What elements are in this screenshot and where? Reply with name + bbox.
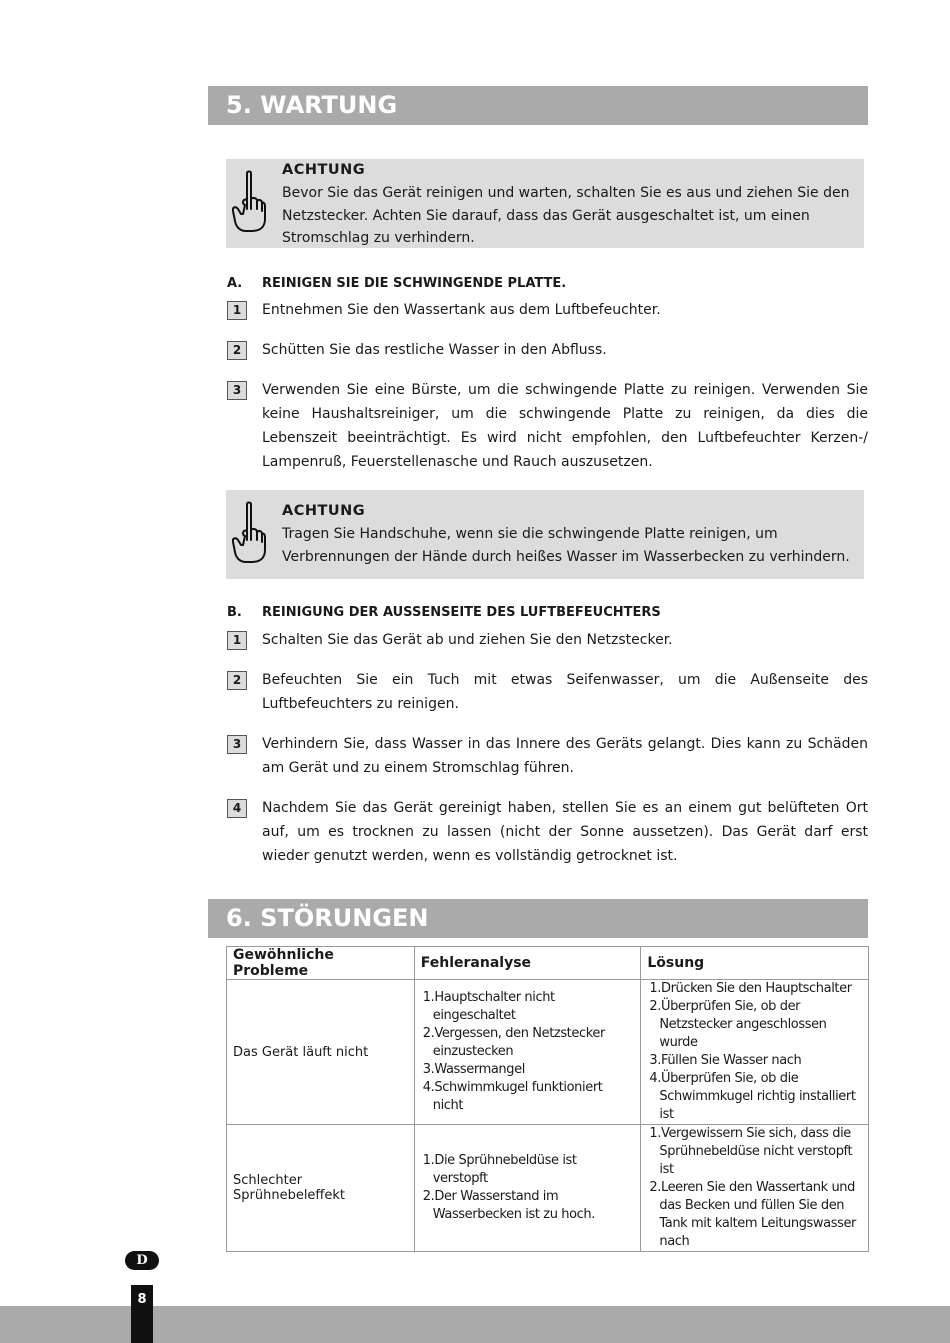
pointing-hand-icon <box>232 169 266 233</box>
analysis-cell <box>414 1125 641 1252</box>
warning-text: Bevor Sie das Gerät reinigen und warten, schalten Sie es aus und ziehen Sie den Netzstecker. Achten Sie darauf, dass das Gerät ausgeschaltet ist, um einen Stromschlag zu verhindern. <box>282 185 850 246</box>
list-item: 3.Füllen Sie Wasser nach <box>649 1053 802 1068</box>
list-item: 4.Schwimmkugel funktioniert nicht <box>422 1080 603 1113</box>
step-text: Nachdem Sie das Gerät gereinigt haben, stellen Sie es an einem gut belüfteten Ort auf, um es trocknen zu lassen (nicht der Sonne aussetzen). Das Gerät darf erst wieder genutzt werden, wenn es vollständig getrocknet ist. <box>262 800 868 864</box>
solution-cell <box>641 1125 869 1252</box>
analysis-cell <box>414 980 641 1125</box>
warning-text: Tragen Sie Handschuhe, wenn sie die schwingende Platte reinigen, um Verbrennungen der Hände durch heißes Wasser im Wasserbecken zu verhindern. <box>282 526 850 565</box>
list-item: 4.Überprüfen Sie, ob die Schwimmkugel richtig installiert ist <box>649 1071 856 1122</box>
list-item: 2.Leeren Sie den Wassertank und das Becken und füllen Sie den Tank mit kaltem Leitungswasser nach <box>649 1180 857 1249</box>
list-item: 2.Der Wasserstand im Wasserbecken ist zu hoch. <box>422 1189 595 1222</box>
list-item: 2.Vergessen, den Netzstecker einzustecken <box>422 1026 605 1059</box>
warning-box <box>226 490 864 579</box>
table-row <box>227 980 869 1125</box>
step-number: 1 <box>227 301 247 320</box>
step-text: Entnehmen Sie den Wassertank aus dem Luftbefeuchter. <box>262 302 661 318</box>
step-text: Schalten Sie das Gerät ab und ziehen Sie den Netzstecker. <box>262 632 673 648</box>
step-text: Befeuchten Sie ein Tuch mit etwas Seifenwasser, um die Außenseite des Luftbefeuchters zu reinigen. <box>262 672 868 712</box>
step-number: 4 <box>227 799 247 818</box>
step-text: Schütten Sie das restliche Wasser in den Abfluss. <box>262 342 607 358</box>
subsection-letter: B. <box>227 605 242 620</box>
warning-title: ACHTUNG <box>282 162 366 178</box>
problem-cell: Das Gerät läuft nicht <box>227 980 415 1125</box>
list-item: 2.Überprüfen Sie, ob der Netzstecker angeschlossen wurde <box>649 999 827 1050</box>
list-item: 3.Wassermangel <box>422 1062 525 1077</box>
warning-box <box>226 159 864 248</box>
problem-cell: Schlechter Sprühnebeleffekt <box>227 1125 415 1252</box>
list-item: 1.Die Sprühnebeldüse ist verstopft <box>422 1153 577 1186</box>
language-badge: D <box>125 1251 159 1270</box>
step-text: Verwenden Sie eine Bürste, um die schwingende Platte zu reinigen. Verwenden Sie keine Haushaltsreiniger, um die schwingende Platte zu reinigen, da dies die Lebenszeit beeinträchtigt. Es wird nicht empfohlen, den Luftbefeuchter Kerzen-/ Lampenruß, Feuerstellenasche und Rauch auszusetzen. <box>262 382 868 470</box>
subsection-title: REINIGEN SIE DIE SCHWINGENDE PLATTE. <box>262 276 567 291</box>
troubleshooting-table <box>226 946 869 1252</box>
column-header: Gewöhnliche Probleme <box>227 947 415 980</box>
subsection-title: REINIGUNG DER AUSSENSEITE DES LUFTBEFEUCHTERS <box>262 605 661 620</box>
step-number: 2 <box>227 671 247 690</box>
solution-cell <box>641 980 869 1125</box>
pointing-hand-icon <box>232 500 266 564</box>
table-row <box>227 1125 869 1252</box>
section-title-maintenance: 5. WARTUNG <box>208 86 868 125</box>
list-item: 1.Drücken Sie den Hauptschalter <box>649 981 852 996</box>
list-item: 1.Vergewissern Sie sich, dass die Sprühnebeldüse nicht verstopft ist <box>649 1126 853 1177</box>
section-title-troubleshooting: 6. STÖRUNGEN <box>208 899 868 938</box>
page-number: 8 <box>137 1292 147 1307</box>
step-number: 2 <box>227 341 247 360</box>
step-number: 3 <box>227 735 247 754</box>
list-item: 1.Hauptschalter nicht eingeschaltet <box>422 990 555 1023</box>
column-header: Lösung <box>641 947 869 980</box>
warning-title: ACHTUNG <box>282 503 366 519</box>
table-header-row <box>227 947 869 980</box>
step-number: 1 <box>227 631 247 650</box>
column-header: Fehleranalyse <box>414 947 641 980</box>
step-text: Verhindern Sie, dass Wasser in das Innere des Geräts gelangt. Dies kann zu Schäden am Gerät und zu einem Stromschlag führen. <box>262 736 868 776</box>
subsection-letter: A. <box>227 276 243 291</box>
step-number: 3 <box>227 381 247 400</box>
